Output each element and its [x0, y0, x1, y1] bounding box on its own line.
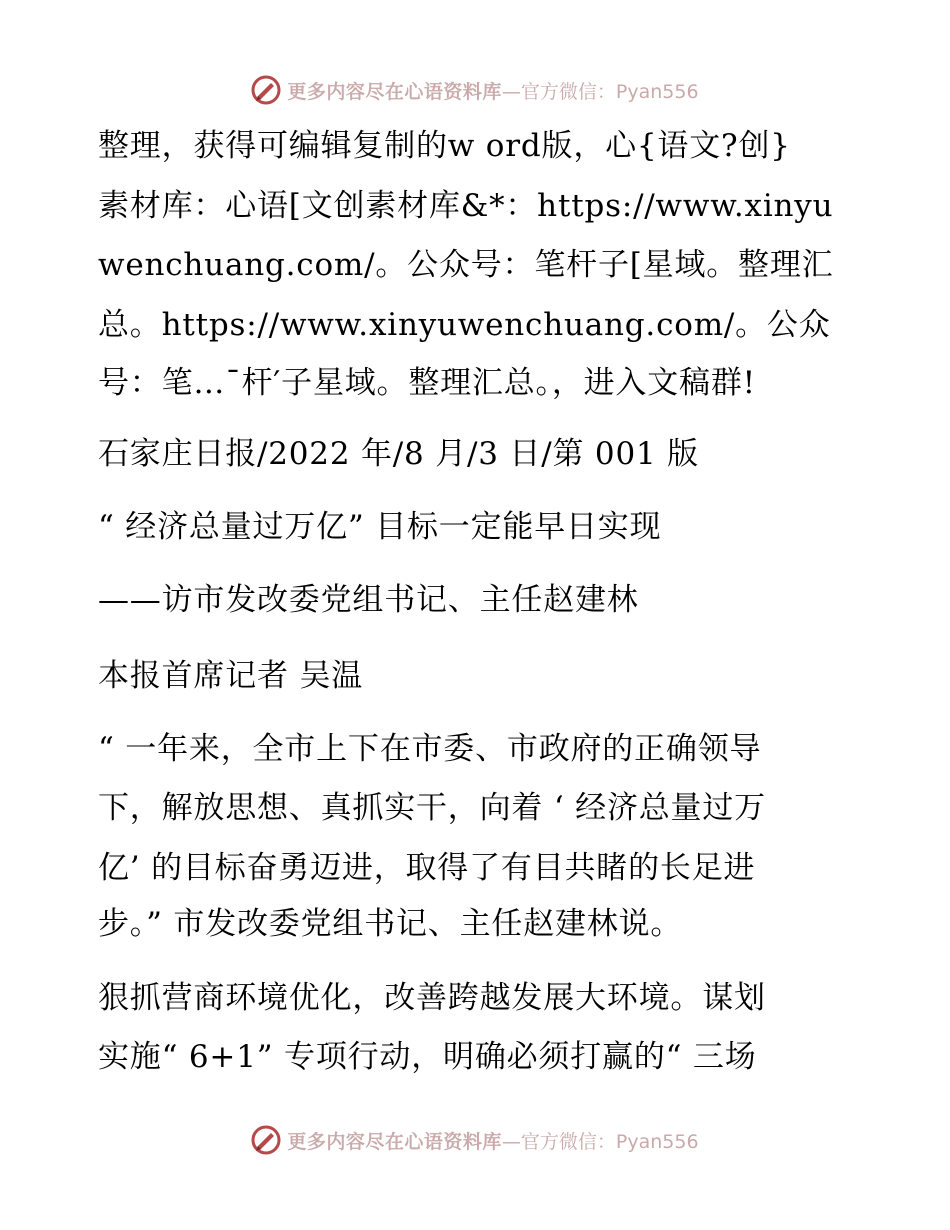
body-line: 号：笔…¯杆′子星域。整理汇总。，进入文稿群! — [98, 365, 756, 401]
body-line: 总。https://www.xinyuwenchuang.com/。公众 — [98, 307, 831, 343]
body-line: 步。” 市发改委党组书记、主任赵建林说。 — [98, 906, 683, 942]
watermark-brand: 更多内容尽在心语资料库 — [287, 1130, 502, 1153]
watermark-brand: 更多内容尽在心语资料库 — [287, 80, 502, 103]
body-line: wenchuang.com/。公众号：笔杆子[星域。整理汇 — [98, 247, 834, 283]
body-line: 整理，获得可编辑复制的w ord版，心{语文?创} — [98, 128, 791, 164]
body-line: “ 一年来，全市上下在市委、市政府的正确领导 — [98, 731, 762, 767]
body-line: 亿’ 的目标奋勇迈进，取得了有目共睹的长足进 — [98, 850, 756, 886]
article-headline: “ 经济总量过万亿” 目标一定能早日实现 — [98, 509, 662, 545]
dateline: 石家庄日报/2022 年/8 月/3 日/第 001 版 — [98, 436, 699, 472]
body-line: 狠抓营商环境优化，改善跨越发展大环境。谋划 — [98, 980, 766, 1016]
watermark-wechat: —官方微信：Pyan556 — [501, 1130, 699, 1153]
watermark-banner-top — [0, 70, 950, 110]
pen-seal-icon — [251, 1125, 281, 1155]
article-byline: 本报首席记者 吴温 — [98, 658, 364, 694]
watermark-wechat: —官方微信：Pyan556 — [501, 80, 699, 103]
article-subtitle: ——访市发改委党组书记、主任赵建林 — [98, 582, 639, 618]
body-line: 下，解放思想、真抓实干，向着 ‘ 经济总量过万 — [98, 790, 766, 826]
watermark-banner-bottom — [0, 1120, 950, 1160]
body-line: 实施“ 6+1” 专项行动，明确必须打赢的“ 三场 — [98, 1039, 757, 1075]
body-line: 素材库：心语[文创素材库&*：https://www.xinyu — [98, 188, 834, 224]
pen-seal-icon — [251, 75, 281, 105]
